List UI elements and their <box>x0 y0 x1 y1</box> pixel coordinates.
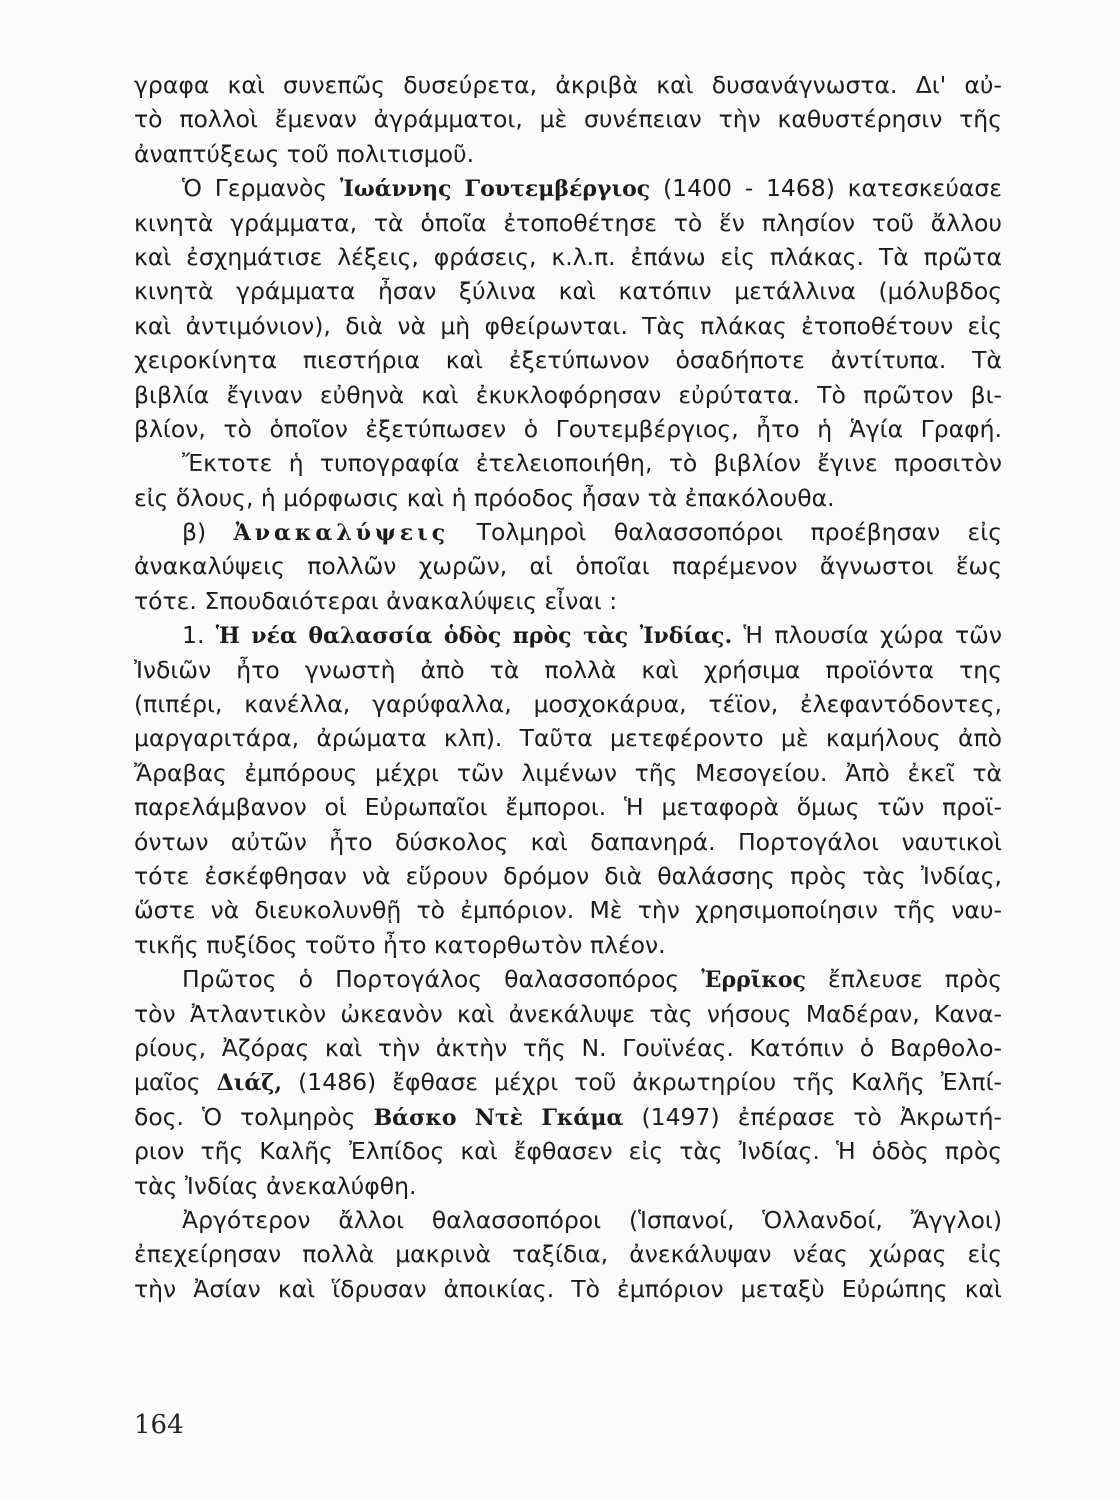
text-run: ἐπεχείρησαν πολλὰ μακρινὰ ταξίδια, ἀνεκάλυψαν νέας χώρας εἰς <box>134 1240 1002 1269</box>
text-run: ὥστε νὰ διευκολυνθῇ τὸ ἐμπόριον. Μὲ τὴν χρησιμοποίησιν τῆς ναυ- <box>134 896 1002 925</box>
text-line <box>134 756 1002 790</box>
text-run: (1497) ἐπέρασε τὸ Ἀκρωτή- <box>623 1102 1002 1131</box>
text-line <box>134 102 1002 136</box>
text-run: χειροκίνητα πιεστήρια καὶ ἐξετύπωνον ὁσαδήποτε ἀντίτυπα. Τὰ <box>134 346 1002 375</box>
bold-term: Ἡ νέα θαλασσία ὁδὸς πρὸς τὰς Ἰνδίας. <box>215 623 733 650</box>
text-line <box>134 446 1002 480</box>
text-line <box>134 825 1002 859</box>
text-line <box>134 618 1002 652</box>
text-run: παρελάμβανον οἱ Εὐρωπαῖοι ἔμποροι. Ἡ μεταφορὰ ὅμως τῶν προϊ- <box>134 793 1002 822</box>
text-run: ριον τῆς Καλῆς Ἐλπίδος καὶ ἔφθασεν εἰς τὰς Ἰνδίας. Ἡ ὁδὸς πρὸς <box>134 1137 1002 1166</box>
text-line <box>134 962 1002 996</box>
bold-term: Ἰωάννης Γουτεμβέργιος <box>339 176 651 203</box>
bold-term: Ἀνακαλύψεις <box>233 520 450 547</box>
text-run: β) <box>182 518 234 547</box>
page-number: 164 <box>134 1410 184 1440</box>
bold-term: Ἐρρῖκος <box>701 967 806 994</box>
text-run: τότε. Σπουδαιότεραι ἀνακαλύψεις εἶναι : <box>134 586 618 615</box>
text-line <box>134 1203 1002 1237</box>
text-line <box>134 240 1002 274</box>
text-line <box>134 893 1002 927</box>
text-line <box>134 859 1002 893</box>
text-line <box>134 137 1002 171</box>
text-run: τικῆς πυξίδος τοῦτο ἦτο κατορθωτὸν πλέον. <box>134 930 666 959</box>
text-line <box>134 1065 1002 1099</box>
text-line <box>134 206 1002 240</box>
text-run: ρίους, Ἀζόρας καὶ τὴν ἀκτὴν τῆς Ν. Γουϊνέας. Κατόπιν ὁ Βαρθολο- <box>134 1033 1002 1062</box>
text-line <box>134 1134 1002 1168</box>
text-line <box>134 378 1002 412</box>
text-run: δος. Ὁ τολμηρὸς <box>134 1102 374 1131</box>
text-line <box>134 1100 1002 1134</box>
text-line <box>134 412 1002 446</box>
text-line <box>134 343 1002 377</box>
text-line <box>134 1169 1002 1203</box>
text-run: γραφα καὶ συνεπῶς δυσεύρετα, ἀκριβὰ καὶ δυσανάγνωστα. Δι' αὐ- <box>134 71 1002 99</box>
text-run: Ὁ Γερμανὸς <box>182 174 340 203</box>
text-run: Ἀργότερον ἄλλοι θαλασσοπόροι (Ἱσπανοί, Ὁλλανδοί, Ἄγγλοι) <box>182 1205 1002 1234</box>
text-run: βιβλία ἔγιναν εὐθηνὰ καὶ ἐκυκλοφόρησαν εὐρύτατα. Τὸ πρῶτον βι- <box>134 380 1002 409</box>
text-run: κινητὰ γράμματα ἦσαν ξύλινα καὶ κατόπιν μετάλλινα (μόλυβδος <box>134 277 1002 306</box>
text-line <box>134 274 1002 308</box>
text-line <box>134 928 1002 962</box>
text-run: Ἰνδιῶν ἦτο γνωστὴ ἀπὸ τὰ πολλὰ καὶ χρήσιμα προϊόντα της <box>134 655 1002 684</box>
text-run: Πρῶτος ὁ Πορτογάλος θαλασσοπόρος <box>182 965 702 994</box>
text-line <box>134 1237 1002 1271</box>
text-run: τὸν Ἀτλαντικὸν ὠκεανὸν καὶ ἀνεκάλυψε τὰς νήσους Μαδέραν, Κανα- <box>134 999 1002 1028</box>
text-line <box>134 549 1002 583</box>
text-line <box>134 309 1002 343</box>
text-line <box>134 584 1002 618</box>
text-run: μαῖος <box>134 1068 217 1097</box>
text-run: 1. <box>182 621 216 650</box>
body-text <box>134 68 1002 1306</box>
bold-term: Διάζ, <box>216 1070 282 1097</box>
text-run: ἀναπτύξεως τοῦ πολιτισμοῦ. <box>134 139 475 168</box>
text-line <box>134 68 1002 102</box>
text-line <box>134 171 1002 205</box>
text-run: (1486) ἔφθασε μέχρι τοῦ ἀκρωτηρίου τῆς Καλῆς Ἐλπί- <box>282 1068 1002 1097</box>
text-run: εἰς ὅλους, ἡ μόρφωσις καὶ ἡ πρόοδος ἦσαν τὰ ἐπακόλουθα. <box>134 483 835 512</box>
text-line <box>134 687 1002 721</box>
text-run: μαργαριτάρα, ἀρώματα κλπ). Ταῦτα μετεφέροντο μὲ καμήλους ἀπὸ <box>134 724 1002 753</box>
text-run: καὶ ἐσχημάτισε λέξεις, φράσεις, κ.λ.π. ἐπάνω εἰς πλάκας. Τὰ πρῶτα <box>134 242 1002 271</box>
text-line <box>134 997 1002 1031</box>
text-run: καὶ ἀντιμόνιον), διὰ νὰ μὴ φθείρωνται. Τὰς πλάκας ἐτοποθέτουν εἰς <box>134 311 1002 340</box>
text-run: τὴν Ἀσίαν καὶ ἵδρυσαν ἀποικίας. Τὸ ἐμπόριον μεταξὺ Εὐρώπης καὶ <box>134 1274 1002 1303</box>
text-run: Ἡ πλουσία χώρα τῶν <box>732 621 1002 650</box>
text-run: κινητὰ γράμματα, τὰ ὁποῖα ἐτοποθέτησε τὸ ἕν πλησίον τοῦ ἄλλου <box>134 208 1002 237</box>
text-run: βλίον, τὸ ὁποῖον ἐξετύπωσεν ὁ Γουτεμβέργιος, ἦτο ἡ Ἁγία Γραφή. <box>134 414 1002 443</box>
text-run: Ἄραβας ἐμπόρους μέχρι τῶν λιμένων τῆς Μεσογείου. Ἀπὸ ἐκεῖ τὰ <box>134 758 1002 787</box>
text-run: (πιπέρι, κανέλλα, γαρύφαλλα, μοσχοκάρυα, τέϊον, ἐλεφαντόδοντες, <box>134 690 1002 719</box>
text-line <box>134 721 1002 755</box>
text-run: (1400 - 1468) κατεσκεύασε <box>650 174 1003 203</box>
text-line <box>134 790 1002 824</box>
text-run: Τολμηροὶ θαλασσοπόροι προέβησαν εἰς <box>449 518 1003 547</box>
text-line <box>134 1272 1002 1306</box>
text-run: όντων αὐτῶν ἦτο δύσκολος καὶ δαπανηρά. Πορτογάλοι ναυτικοὶ <box>134 827 1002 856</box>
bold-term: Βάσκο Ντὲ Γκάμα <box>373 1104 624 1131</box>
text-run: Ἔκτοτε ἡ τυπογραφία ἐτελειοποιήθη, τὸ βιβλίον ἔγινε προσιτὸν <box>182 449 1002 478</box>
text-line <box>134 481 1002 515</box>
text-run: ἔπλευσε πρὸς <box>805 965 1002 994</box>
text-line <box>134 653 1002 687</box>
text-run: τὸ πολλοὶ ἔμεναν ἀγράμματοι, μὲ συνέπειαν τὴν καθυστέρησιν τῆς <box>134 105 1002 134</box>
text-line <box>134 1031 1002 1065</box>
text-run: τότε ἐσκέφθησαν νὰ εὕρουν δρόμον διὰ θαλάσσης πρὸς τὰς Ἰνδίας, <box>134 861 1002 890</box>
text-run: τὰς Ἰνδίας ἀνεκαλύφθη. <box>134 1171 417 1200</box>
text-run: ἀνακαλύψεις πολλῶν χωρῶν, αἱ ὁποῖαι παρέμενον ἄγνωστοι ἕως <box>134 552 1002 581</box>
text-line <box>134 515 1002 549</box>
